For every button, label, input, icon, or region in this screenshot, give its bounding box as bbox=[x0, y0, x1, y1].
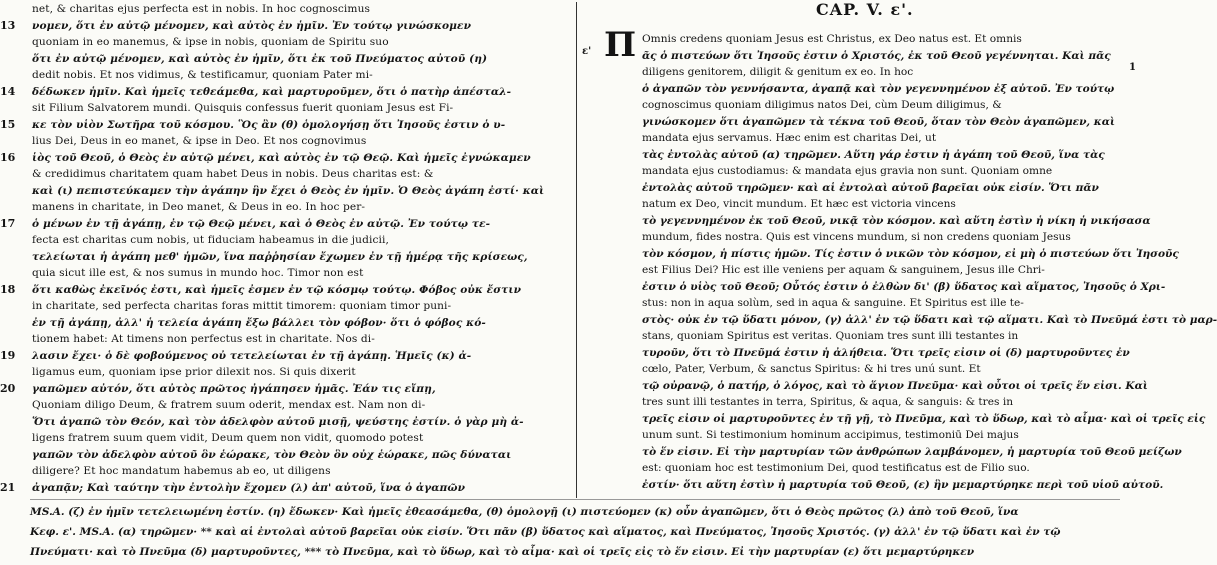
text-line bbox=[0, 83, 568, 101]
greek-line: ἐστίν· ὅτι αὕτη ἐστὶν ἡ μαρτυρία τοῦ Θεοῦ, (ε) ἣν μεμαρτύρηκε περὶ τοῦ υἱοῦ αὐτοῦ. bbox=[642, 478, 1164, 491]
latin-line: fecta est charitas cum nobis, ut fiduciam habeamus in die judicii, bbox=[32, 234, 389, 246]
greek-line: Ὅτι ἀγαπῶ τὸν Θεόν, καὶ τὸν ἀδελφὸν αὐτοῦ μισῇ, ψεύστης ἐστίν. ὁ γὰρ μὴ ἀ- bbox=[32, 415, 524, 428]
text-line bbox=[0, 380, 568, 398]
verse-number: 15 bbox=[0, 117, 16, 131]
text-line bbox=[0, 116, 568, 134]
latin-line: in charitate, sed perfecta charitas foras mittit timorem: quoniam timor puni- bbox=[32, 300, 452, 312]
text-line bbox=[0, 479, 568, 497]
text-line bbox=[0, 248, 568, 266]
text-line bbox=[0, 182, 568, 200]
latin-line: quia sicut ille est, & nos sumus in mundo hoc. Timor non est bbox=[32, 267, 364, 279]
text-line bbox=[0, 264, 568, 282]
text-line bbox=[0, 231, 568, 249]
latin-line: ligamus eum, quoniam ipse prior dilexit nos. Si quis dixerit bbox=[32, 366, 356, 378]
right-column bbox=[582, 0, 1217, 498]
text-line bbox=[0, 396, 568, 414]
greek-line: ἐστιν ὁ υἱὸς τοῦ Θεοῦ; Οὗτός ἐστιν ὁ ἐλθὼν δι' (β) ὕδατος καὶ αἵματος, Ἰησοῦς ὁ Χρι- bbox=[642, 280, 1166, 293]
latin-line: & credidimus charitatem quam habet Deus in nobis. Deus charitas est: & bbox=[32, 168, 434, 180]
greek-line: στὸς· οὐκ ἐν τῷ ὕδατι μόνον, (γ) ἀλλ' ἐν τῷ ὕδατι καὶ τῷ αἵματι. Καὶ τὸ Πνεῦμά ἐστι τὸ μαρ- bbox=[642, 313, 1217, 326]
text-line bbox=[0, 281, 568, 299]
greek-line: νομεν, ὅτι ἐν αὐτῷ μένομεν, καὶ αὐτὸς ἐν ἡμῖν. Ἐν τούτῳ γινώσκομεν bbox=[32, 19, 472, 32]
text-line bbox=[0, 198, 568, 216]
greek-line: ὁ ἀγαπῶν τὸν γεννήσαντα, ἀγαπᾷ καὶ τὸν γεγεννημένον ἐξ αὐτοῦ. Ἐν τούτῳ bbox=[642, 82, 1115, 95]
verse-number: 21 bbox=[0, 480, 16, 494]
latin-line: est Filius Dei? Hic est ille veniens per aquam & sanguinem, Jesus ille Chri- bbox=[642, 264, 1045, 276]
greek-line: τρεῖς εἰσιν οἱ μαρτυροῦντες ἐν τῇ γῇ, τὸ Πνεῦμα, καὶ τὸ ὕδωρ, καὶ τὸ αἷμα· καὶ οἱ τρεῖς εἰς bbox=[642, 412, 1206, 425]
greek-line: γινώσκομεν ὅτι ἀγαπῶμεν τὰ τέκνα τοῦ Θεοῦ, ὅταν τὸν Θεὸν ἀγαπῶμεν, καὶ bbox=[642, 115, 1116, 128]
greek-line: τὸ γεγεννημένον ἐκ τοῦ Θεοῦ, νικᾷ τὸν κόσμον. καὶ αὕτη ἐστὶν ἡ νίκη ἡ νικήσασα bbox=[642, 214, 1151, 227]
greek-line: δέδωκεν ἡμῖν. Καὶ ἡμεῖς τεθεάμεθα, καὶ μαρτυροῦμεν, ὅτι ὁ πατὴρ ἀπέσταλ- bbox=[32, 85, 512, 98]
column-divider bbox=[576, 2, 577, 498]
text-line bbox=[0, 330, 568, 348]
margin-left-mark: ε' bbox=[582, 46, 592, 57]
greek-line: ὅτι ἐν αὐτῷ μένομεν, καὶ αὐτὸς ἐν ἡμῖν, ὅτι ἐκ τοῦ Πνεύματος αὐτοῦ (η) bbox=[32, 52, 488, 65]
greek-line: ἱὸς τοῦ Θεοῦ, ὁ Θεὸς ἐν αὐτῷ μένει, καὶ αὐτὸς ἐν τῷ Θεῷ. Καὶ ἡμεῖς ἐγνώκαμεν bbox=[32, 151, 531, 164]
greek-line: ἐντολὰς αὐτοῦ τηρῶμεν· καὶ αἱ ἐντολαὶ αὐτοῦ βαρεῖαι οὐκ εἰσίν. Ὅτι πᾶν bbox=[642, 181, 1099, 194]
latin-line: natum ex Deo, vincit mundum. Et hæc est victoria vincens bbox=[642, 198, 956, 210]
footnote-line: Πνεύματι· καὶ τὸ Πνεῦμα (δ) μαρτυροῦντες, *** τὸ Πνεῦμα, καὶ τὸ ὕδωρ, καὶ τὸ αἷμα· καὶ οἱ τρεῖς εἰς τὸ ἕν εἰσιν. Εἰ τὴν μαρτυρίαν (ε) ὅτι μεμαρτύρηκεν bbox=[30, 546, 975, 558]
latin-line: manens in charitate, in Deo manet, & Deus in eo. In hoc per- bbox=[32, 201, 366, 213]
latin-line: cœlo, Pater, Verbum, & sanctus Spiritus: & hi tres unú sunt. Et bbox=[642, 363, 981, 375]
text-line bbox=[0, 314, 568, 332]
verse-number: 18 bbox=[0, 282, 16, 296]
right-column-text bbox=[642, 30, 1217, 498]
greek-line: λασιν ἔχει· ὁ δὲ φοβούμενος οὐ τετελείωται ἐν τῇ ἀγάπῃ. Ἡμεῖς (κ) ἀ- bbox=[32, 349, 472, 362]
text-line bbox=[0, 413, 568, 431]
greek-line: τελείωται ἡ ἀγάπη μεθ' ἡμῶν, ἵνα παῤῥησίαν ἔχωμεν ἐν τῇ ἡμέρᾳ τῆς κρίσεως, bbox=[32, 250, 528, 263]
text-line bbox=[0, 462, 568, 480]
verse-number: 17 bbox=[0, 216, 16, 230]
latin-line: net, & charitas ejus perfecta est in nobis. In hoc cognoscimus bbox=[32, 3, 371, 15]
text-line bbox=[0, 347, 568, 365]
verse-number: 19 bbox=[0, 348, 16, 362]
greek-line: κε τὸν υἱὸν Σωτῆρα τοῦ κόσμου. Ὃς ἂν (θ) ὁμολογήσῃ ὅτι Ἰησοῦς ἐστιν ὁ υ- bbox=[32, 118, 506, 131]
text-line bbox=[0, 446, 568, 464]
latin-line: mandata ejus custodiamus: & mandata ejus gravia non sunt. Quoniam omne bbox=[642, 165, 1053, 177]
latin-line: cognoscimus quoniam diligimus natos Dei, cùm Deum diligimus, & bbox=[642, 99, 1002, 111]
greek-line: τυροῦν, ὅτι τὸ Πνεῦμά ἐστιν ἡ ἀλήθεια. Ὅτι τρεῖς εἰσιν οἱ (δ) μαρτυροῦντες ἐν bbox=[642, 346, 1130, 359]
text-line bbox=[0, 215, 568, 233]
text-line bbox=[0, 66, 568, 84]
text-line bbox=[0, 33, 568, 51]
latin-line: quoniam in eo manemus, & ipse in nobis, quoniam de Spiritu suo bbox=[32, 36, 389, 48]
greek-line: ὅτι καθὼς ἐκεῖνός ἐστι, καὶ ἡμεῖς ἐσμεν ἐν τῷ κόσμῳ τούτῳ. Φόβος οὐκ ἔστιν bbox=[32, 283, 522, 296]
greek-line: γαπῶμεν αὐτόν, ὅτι αὐτὸς πρῶτος ἠγάπησεν ἡμᾶς. Ἐάν τις εἴπῃ, bbox=[32, 382, 436, 395]
left-column bbox=[0, 0, 568, 499]
margin-right-mark: 1 bbox=[1129, 62, 1136, 73]
latin-line: diligens genitorem, diligit & genitum ex eo. In hoc bbox=[642, 66, 914, 78]
latin-line: est: quoniam hoc est testimonium Dei, quod testificatus est de Filio suo. bbox=[642, 462, 1030, 474]
greek-line: τὸ ἕν εἰσιν. Εἰ τὴν μαρτυρίαν τῶν ἀνθρώπων λαμβάνομεν, ἡ μαρτυρία τοῦ Θεοῦ μείζων bbox=[642, 445, 1182, 458]
latin-line: tres sunt illi testantes in terra, Spiritus, & aqua, & sanguis: & tres in bbox=[642, 396, 1014, 408]
text-line bbox=[0, 149, 568, 167]
greek-line: γαπῶν τὸν ἀδελφὸν αὐτοῦ ὃν ἑώρακε, τὸν Θεὸν ὃν οὐχ ἑώρακε, πῶς δύναται bbox=[32, 448, 512, 461]
text-line bbox=[0, 132, 568, 150]
greek-line: ὁ μένων ἐν τῇ ἀγάπῃ, ἐν τῷ Θεῷ μένει, καὶ ὁ Θεὸς ἐν αὐτῷ. Ἐν τούτῳ τε- bbox=[32, 217, 491, 230]
latin-line: dedit nobis. Et nos vidimus, & testificamur, quoniam Pater mi- bbox=[32, 69, 373, 81]
greek-line: καὶ (ι) πεπιστεύκαμεν τὴν ἀγάπην ἣν ἔχει ὁ Θεὸς ἐν ἡμῖν. Ὁ Θεὸς ἀγάπη ἐστί· καὶ bbox=[32, 184, 545, 197]
text-line bbox=[0, 429, 568, 447]
latin-line: stans, quoniam Spiritus est veritas. Quoniam tres sunt illi testantes in bbox=[642, 330, 1019, 342]
latin-line: tionem habet: At timens non perfectus est in charitate. Nos di- bbox=[32, 333, 375, 345]
latin-line: unum sunt. Si testimonium hominum accipimus, testimoniū Dei majus bbox=[642, 429, 1019, 441]
footnote-rule bbox=[30, 499, 1120, 500]
text-line bbox=[0, 50, 568, 68]
footnote-line: MS.A. (ζ) ἐν ἡμῖν τετελειωμένη ἐστίν. (η) ἔδωκεν· Καὶ ἡμεῖς ἐθεασάμεθα, (θ) ὁμολογῇ (ι) πιστεύομεν (κ) οὖν ἀγαπῶμεν, ὅτι ὁ Θεὸς πρῶτος (λ) ἀπὸ τοῦ Θεοῦ, ἵνα bbox=[30, 506, 1019, 518]
latin-line: stus: non in aqua solùm, sed in aqua & sanguine. Et Spiritus est ille te- bbox=[642, 297, 1024, 309]
greek-line: ᾶς ὁ πιστεύων ὅτι Ἰησοῦς ἐστιν ὁ Χριστός, ἐκ τοῦ Θεοῦ γεγέννηται. Καὶ πᾶς bbox=[642, 49, 1111, 62]
text-line bbox=[0, 363, 568, 381]
latin-line: ligens fratrem suum quem vidit, Deum quem non vidit, quomodo potest bbox=[32, 432, 424, 444]
latin-line: lius Dei, Deus in eo manet, & ipse in Deo. Et nos cognovimus bbox=[32, 135, 367, 147]
footnote-line: Κεφ. ε'. MS.A. (α) τηρῶμεν· ** καὶ αἱ ἐντολαὶ αὐτοῦ βαρεῖαι οὐκ εἰσίν. Ὅτι πᾶν (β) ὕδατος καὶ αἵματος, καὶ Πνεύματος, Ἰησοῦς Χριστός. (γ) ἀλλ' ἐν τῷ ὕδατι καὶ ἐν τῷ bbox=[30, 526, 1061, 538]
latin-line: mandata ejus servamus. Hæc enim est charitas Dei, ut bbox=[642, 132, 937, 144]
text-line bbox=[0, 165, 568, 183]
verse-number: 20 bbox=[0, 381, 16, 395]
greek-line: τῷ οὐρανῷ, ὁ πατήρ, ὁ λόγος, καὶ τὸ ἅγιον Πνεῦμα· καὶ οὗτοι οἱ τρεῖς ἕν εἰσι. Καὶ bbox=[642, 379, 1148, 392]
greek-line: τὰς ἐντολὰς αὐτοῦ (α) τηρῶμεν. Αὕτη γάρ ἐστιν ἡ ἀγάπη τοῦ Θεοῦ, ἵνα τὰς bbox=[642, 148, 1105, 161]
latin-line: diligere? Et hoc mandatum habemus ab eo, ut diligens bbox=[32, 465, 331, 477]
verse-number: 14 bbox=[0, 84, 16, 98]
latin-line: Quoniam diligo Deum, & fratrem suum oderit, mendax est. Nam non di- bbox=[32, 399, 426, 411]
latin-line: mundum, fides nostra. Quis est vincens mundum, si non credens quoniam Jesus bbox=[642, 231, 1071, 243]
greek-line: τὸν κόσμον, ἡ πίστις ἡμῶν. Τίς ἐστιν ὁ νικῶν τὸν κόσμον, εἰ μὴ ὁ πιστεύων ὅτι Ἰησοῦς bbox=[642, 247, 1179, 260]
text-line bbox=[0, 0, 568, 18]
text-line bbox=[0, 297, 568, 315]
greek-line: ἀγαπᾷν; Καὶ ταύτην τὴν ἐντολὴν ἔχομεν (λ) ἀπ' αὐτοῦ, ἵνα ὁ ἀγαπῶν bbox=[32, 481, 466, 494]
text-line bbox=[0, 17, 568, 35]
greek-line: ἐν τῇ ἀγάπῃ, ἀλλ' ἡ τελεία ἀγάπη ἔξω βάλλει τὸν φόβον· ὅτι ὁ φόβος κό- bbox=[32, 316, 486, 329]
drop-cap: Π bbox=[604, 25, 637, 65]
latin-line: Omnis credens quoniam Jesus est Christus, ex Deo natus est. Et omnis bbox=[642, 33, 1022, 45]
latin-line: sit Filium Salvatorem mundi. Quisquis confessus fuerit quoniam Jesus est Fi- bbox=[32, 102, 454, 114]
verse-number: 13 bbox=[0, 18, 16, 32]
chapter-title: CAP. V. ε'. bbox=[816, 0, 914, 19]
text-line bbox=[0, 99, 568, 117]
verse-number: 16 bbox=[0, 150, 16, 164]
footnotes bbox=[30, 502, 1130, 562]
